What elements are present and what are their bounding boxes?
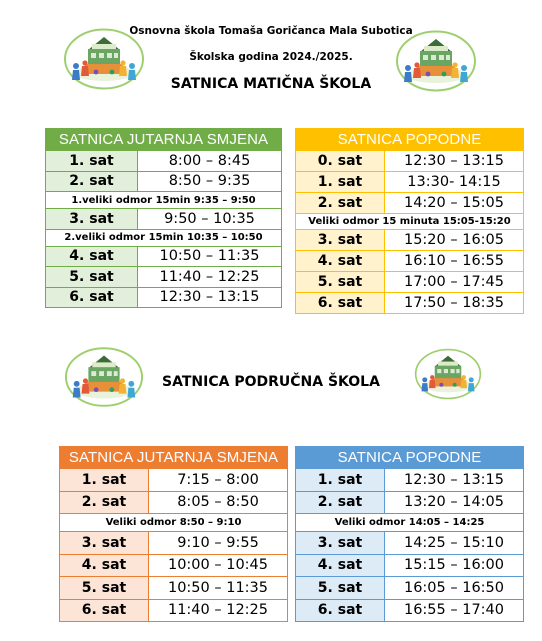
break-row — [296, 514, 524, 532]
period-label: 5. sat — [46, 267, 138, 288]
period-label: 0. sat — [296, 151, 385, 172]
period-time: 11:40 – 12:25 — [149, 599, 288, 622]
table-row — [60, 554, 288, 577]
period-time: 10:50 – 11:35 — [149, 577, 288, 600]
school-logo-icon — [414, 344, 482, 404]
table-row — [296, 230, 524, 251]
table-row — [296, 172, 524, 193]
table-row — [46, 267, 282, 288]
period-time: 15:15 – 16:00 — [385, 554, 524, 577]
school-name: Osnovna škola Tomaša Goričanca Mala Subotica — [129, 25, 413, 37]
schedule-table-branch-afternoon — [295, 446, 524, 622]
period-label: 1. sat — [296, 469, 385, 492]
period-label: 6. sat — [46, 287, 138, 308]
period-time: 8:05 – 8:50 — [149, 491, 288, 514]
period-label: 5. sat — [296, 577, 385, 600]
period-time: 16:55 – 17:40 — [385, 599, 524, 622]
table-row — [60, 577, 288, 600]
table-row — [46, 209, 282, 230]
period-time: 9:10 – 9:55 — [149, 532, 288, 555]
period-label: 5. sat — [60, 577, 149, 600]
table-row — [296, 491, 524, 514]
table-row — [60, 491, 288, 514]
table-row — [60, 532, 288, 555]
table-row — [46, 246, 282, 267]
period-label: 2. sat — [296, 193, 385, 214]
table-row — [296, 251, 524, 272]
break-row — [296, 214, 524, 230]
period-time: 13:20 – 14:05 — [385, 491, 524, 514]
period-label: 6. sat — [296, 293, 385, 314]
period-label: 6. sat — [60, 599, 149, 622]
period-label: 1. sat — [296, 172, 385, 193]
table-row — [296, 272, 524, 293]
period-label: 6. sat — [296, 599, 385, 622]
schedule-table-main-afternoon — [295, 128, 524, 314]
period-time: 17:00 – 17:45 — [385, 272, 524, 293]
period-label: 4. sat — [46, 246, 138, 267]
period-label: 3. sat — [296, 532, 385, 555]
table-row — [60, 469, 288, 492]
period-label: 3. sat — [296, 230, 385, 251]
table-row — [296, 151, 524, 172]
break-label: 1.veliki odmor 15min 9:35 – 9:50 — [46, 192, 282, 209]
break-row — [60, 514, 288, 532]
period-time: 12:30 – 13:15 — [385, 151, 524, 172]
break-label: Veliki odmor 8:50 – 9:10 — [60, 514, 288, 532]
table-row — [46, 171, 282, 192]
table-row — [296, 554, 524, 577]
period-time: 9:50 – 10:35 — [138, 209, 282, 230]
schedule-table-main-morning — [45, 128, 282, 308]
period-label: 1. sat — [46, 151, 138, 172]
period-time: 11:40 – 12:25 — [138, 267, 282, 288]
table-row — [46, 151, 282, 172]
period-label: 3. sat — [46, 209, 138, 230]
period-label: 4. sat — [296, 251, 385, 272]
period-label: 5. sat — [296, 272, 385, 293]
period-label: 2. sat — [296, 491, 385, 514]
table-row — [60, 599, 288, 622]
break-label: 2.veliki odmor 15min 10:35 – 10:50 — [46, 229, 282, 246]
period-time: 17:50 – 18:35 — [385, 293, 524, 314]
table-row — [296, 577, 524, 600]
table-title: SATNICA POPODNE — [296, 129, 524, 151]
period-time: 12:30 – 13:15 — [138, 287, 282, 308]
period-time: 8:50 – 9:35 — [138, 171, 282, 192]
period-time: 16:05 – 16:50 — [385, 577, 524, 600]
period-label: 1. sat — [60, 469, 149, 492]
period-time: 12:30 – 13:15 — [385, 469, 524, 492]
table-title: SATNICA POPODNE — [296, 447, 524, 469]
main-school-title: SATNICA MATIČNA ŠKOLA — [170, 76, 372, 92]
table-row — [296, 469, 524, 492]
school-logo-icon — [395, 30, 477, 92]
period-time: 10:00 – 10:45 — [149, 554, 288, 577]
break-row — [46, 229, 282, 246]
schedule-table-branch-morning — [59, 446, 288, 622]
period-time: 10:50 – 11:35 — [138, 246, 282, 267]
period-label: 2. sat — [46, 171, 138, 192]
break-label: Veliki odmor 14:05 – 14:25 — [296, 514, 524, 532]
break-label: Veliki odmor 15 minuta 15:05-15:20 — [296, 214, 524, 230]
table-title: SATNICA JUTARNJA SMJENA — [60, 447, 288, 469]
branch-school-title: SATNICA PODRUČNA ŠKOLA — [162, 374, 380, 390]
period-label: 4. sat — [60, 554, 149, 577]
period-time: 7:15 – 8:00 — [149, 469, 288, 492]
period-label: 3. sat — [60, 532, 149, 555]
table-row — [296, 193, 524, 214]
school-logo-icon — [64, 346, 144, 408]
period-time: 16:10 – 16:55 — [385, 251, 524, 272]
period-time: 13:30- 14:15 — [385, 172, 524, 193]
school-year: Školska godina 2024./2025. — [189, 51, 353, 63]
period-time: 14:25 – 15:10 — [385, 532, 524, 555]
school-logo-icon — [63, 28, 145, 90]
period-label: 2. sat — [60, 491, 149, 514]
table-row — [46, 287, 282, 308]
period-label: 4. sat — [296, 554, 385, 577]
period-time: 14:20 – 15:05 — [385, 193, 524, 214]
period-time: 8:00 – 8:45 — [138, 151, 282, 172]
table-row — [296, 532, 524, 555]
period-time: 15:20 – 16:05 — [385, 230, 524, 251]
table-row — [296, 293, 524, 314]
table-row — [296, 599, 524, 622]
table-title: SATNICA JUTARNJA SMJENA — [46, 129, 282, 151]
break-row — [46, 192, 282, 209]
